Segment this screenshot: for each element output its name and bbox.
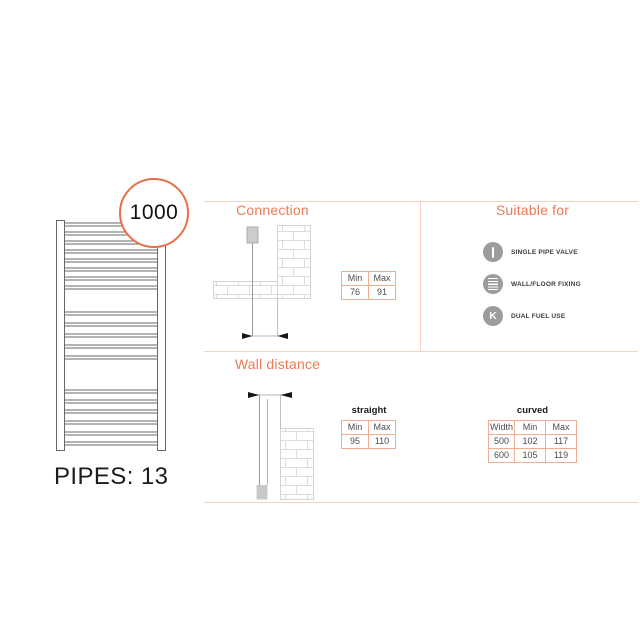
connection-table-header: Max xyxy=(369,272,396,286)
radiator-drawing xyxy=(50,218,175,454)
connection-table-header: Min xyxy=(342,272,369,286)
curved-table-header: Width xyxy=(489,421,515,435)
divider-middle xyxy=(204,351,638,352)
suitable-item-label: DUAL FUEL USE xyxy=(511,312,566,320)
curved-table-cell: 102 xyxy=(515,435,546,449)
wall-distance-diagram xyxy=(230,386,325,502)
dual-fuel-icon xyxy=(483,306,503,326)
curved-table-cell: 117 xyxy=(546,435,577,449)
size-callout-value: 1000 xyxy=(129,201,179,224)
curved-table-label: curved xyxy=(516,405,549,416)
curved-table-cell: 500 xyxy=(489,435,515,449)
straight-table-header: Min xyxy=(342,421,369,435)
curved-table-header: Min xyxy=(515,421,546,435)
radiator-bar-group-middle xyxy=(65,312,158,359)
straight-table-cell: 95 xyxy=(342,435,369,449)
dual-fuel-letter: K xyxy=(489,309,497,322)
straight-table xyxy=(341,420,396,449)
wall-distance-pipe-end xyxy=(257,485,268,500)
curved-table-cell: 105 xyxy=(515,449,546,463)
suitable-item-wall-floor-fixing xyxy=(483,274,581,294)
divider-vertical xyxy=(420,201,421,351)
wall-distance-wall-bricks xyxy=(281,429,314,500)
straight-table-cell: 110 xyxy=(369,435,396,449)
connection-diagram xyxy=(205,222,315,342)
suitable-item-label: SINGLE PIPE VALVE xyxy=(511,248,578,256)
radiator-left-rail xyxy=(57,221,65,451)
divider-bottom xyxy=(204,502,638,503)
wall-distance-dimension-arrows xyxy=(248,392,292,398)
curved-table-header: Max xyxy=(546,421,577,435)
connection-table-cell: 76 xyxy=(342,286,369,300)
straight-table-label: straight xyxy=(351,405,387,416)
pipes-count-label: PIPES: 13 xyxy=(54,463,169,490)
radiator-right-rail xyxy=(158,221,166,451)
valve-glyph xyxy=(492,247,495,258)
connection-wall-bricks xyxy=(278,226,311,299)
curved-table-cell: 119 xyxy=(546,449,577,463)
curved-table-cell: 600 xyxy=(489,449,515,463)
radiator-glyph xyxy=(488,278,498,290)
single-pipe-valve-icon xyxy=(483,242,503,262)
connection-table-cell: 91 xyxy=(369,286,396,300)
curved-table xyxy=(488,420,577,463)
connection-table xyxy=(341,271,396,300)
suitable-item-single-pipe-valve xyxy=(483,242,578,262)
wall-distance-heading: Wall distance xyxy=(234,356,321,372)
radiator-bar-group-bottom xyxy=(65,390,158,445)
size-callout xyxy=(119,178,189,248)
suitable-item-label: WALL/FLOOR FIXING xyxy=(511,280,581,288)
connection-floor-bricks xyxy=(214,282,278,299)
suitable-item-dual-fuel xyxy=(483,306,565,326)
straight-table-header: Max xyxy=(369,421,396,435)
wall-floor-fixing-icon xyxy=(483,274,503,294)
connection-dimension-arrows xyxy=(242,333,288,339)
connection-valve xyxy=(247,227,258,243)
suitable-for-heading: Suitable for xyxy=(495,202,570,218)
connection-heading: Connection xyxy=(236,202,309,218)
